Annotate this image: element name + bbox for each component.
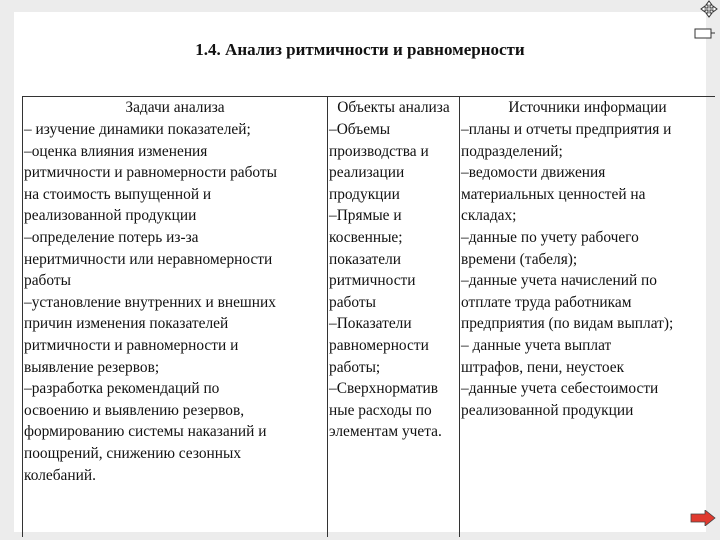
table-line: –Прямые и <box>329 207 402 225</box>
table-line: выявление резервов; <box>24 358 160 376</box>
table-line: –планы и отчеты предприятия и <box>461 121 672 138</box>
table-line: –данные учета себестоимости <box>461 380 659 398</box>
column-sources <box>460 97 715 537</box>
table-line: работы <box>24 272 71 290</box>
table-line: отплате труда работникам <box>461 293 632 311</box>
table-line: освоению и выявлению резервов, <box>24 401 245 419</box>
slide-title: 1.4. Анализ ритмичности и равномерности <box>195 40 525 59</box>
table-line: равномерности <box>329 336 429 354</box>
next-slide-arrow-icon[interactable] <box>690 510 716 526</box>
table-line: подразделений; <box>461 142 563 160</box>
table-line: времени (табеля); <box>461 250 578 268</box>
table-line: поощрений, снижению сезонных <box>24 444 242 462</box>
table-line: колебаний. <box>24 466 96 484</box>
table-line: показатели <box>329 250 401 268</box>
table-line: –Сверхнорматив <box>329 380 439 398</box>
analysis-table <box>22 96 715 537</box>
table-line: формированию системы наказаний и <box>24 423 267 441</box>
table-line: –оценка влияния изменения <box>24 142 208 160</box>
slide-menu-icon[interactable] <box>694 26 716 40</box>
table-line: на стоимость выпущенной и <box>24 185 212 203</box>
table-line: –Объемы <box>329 121 391 138</box>
header-objects: Объекты анализа <box>337 99 450 116</box>
table-line: –разработка рекомендаций по <box>24 380 220 398</box>
table-line: элементам учета. <box>329 423 442 441</box>
table-line: ные расходы по <box>329 401 432 419</box>
table-line: –Показатели <box>329 315 412 333</box>
table-line: неритмичности или неравномерности <box>24 250 273 268</box>
table-line: продукции <box>329 185 400 203</box>
table-line: – данные учета выплат <box>461 336 612 354</box>
table-line: ритмичности <box>329 272 416 290</box>
table-line: –ведомости движения <box>461 164 606 182</box>
table-line: причин изменения показателей <box>24 315 229 333</box>
table-line: работы <box>329 293 376 311</box>
table-line: производства и <box>329 142 429 160</box>
column-objects <box>328 97 460 537</box>
table-line: –данные учета начислений по <box>461 272 657 290</box>
table-line: ритмичности и равномерности работы <box>24 164 277 182</box>
table-line: реализации <box>329 164 405 182</box>
table-line: – изучение динамики показателей; <box>24 121 251 138</box>
table-line: работы; <box>329 358 381 376</box>
table-line: ритмичности и равномерности и <box>24 336 239 354</box>
move-icon[interactable] <box>700 0 718 18</box>
table-line: реализованной продукции <box>24 207 197 225</box>
table-line: предприятия (по видам выплат); <box>461 315 674 333</box>
table-line: реализованной продукции <box>461 401 634 419</box>
header-tasks: Задачи анализа <box>125 99 225 116</box>
table-line: штрафов, пени, неустоек <box>461 358 625 376</box>
table-line: материальных ценностей на <box>461 185 646 203</box>
table-line: косвенные; <box>329 228 403 246</box>
column-tasks <box>23 97 328 537</box>
table-line: складах; <box>461 207 517 225</box>
table-line: –установление внутренних и внешних <box>24 293 276 311</box>
table-line: –определение потерь из-за <box>24 228 199 246</box>
header-sources: Источники информации <box>508 99 667 116</box>
table-line: –данные по учету рабочего <box>461 228 639 246</box>
